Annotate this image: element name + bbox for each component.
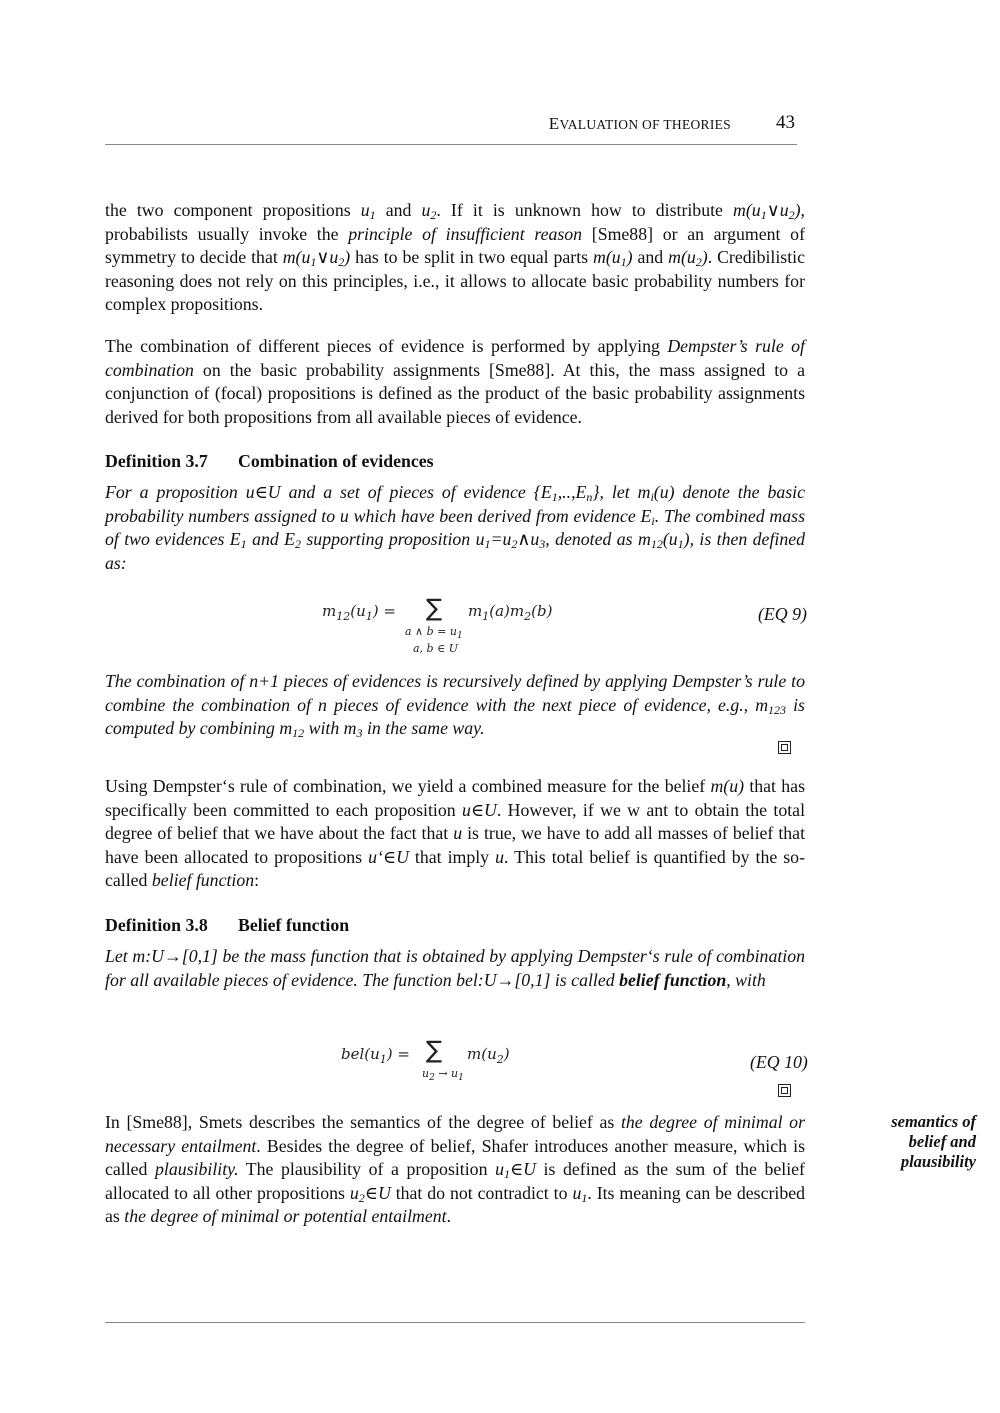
belief-function-term: belief function bbox=[151, 870, 255, 890]
footer-rule bbox=[105, 1322, 805, 1323]
equation-10-sigma: ∑ bbox=[426, 1036, 443, 1064]
paragraph-belief-function-intro: Using Dempster‘s rule of combination, we yield a combined measure for the belief m(u) that has specifically been committed to each proposition u∈U. However, if we w ant to obtain the total degree of belief that we have about the fact that u is true, we have to add all masses of belief that have been allocated to propositions u‘∈U that imply u. This total belief is quantified by the so-called belief function: bbox=[105, 776, 806, 890]
paragraph-plausibility: In [Sme88], Smets describes the semantics of the degree of belief as the degree of minimal or necessary entailment. Besides the degree of belief, Shafer introduces another measure, which is called plausibility. The plausibility of a proposition $u_1\in U$ is defined as the sum of the belief allocated to all other propositions $u_2\in U$ that do not contradict to $u_1$. Its meaning can be described as the degree of minimal or potential entailment. bbox=[105, 1112, 805, 1226]
equation-9-under-1: a ∧ $b = u_1$ bbox=[405, 625, 463, 642]
definition-title: Belief function bbox=[238, 915, 350, 935]
definition-3-7-continuation: The combination of n+1 pieces of evidences is recursively defined by applying Dempster’s rule to combine the combination of n pieces of evidence with the next piece of evidence, e.g., $m_{123}$ is computed by combining $m_{12}$ with $m_3$ in the same way. bbox=[105, 671, 805, 740]
definition-title: Combination of evidences bbox=[238, 451, 434, 471]
belief-function-bold: belief function bbox=[619, 969, 727, 990]
header-title: EVALUATION OF THEORIES bbox=[548, 114, 731, 133]
end-of-definition-icon bbox=[778, 741, 791, 754]
definition-number: Definition 3.7 bbox=[105, 451, 208, 471]
definition-3-8-body: Let m:U→[0,1] be the mass function that is obtained by applying Dempster‘s rule of combination for all available pieces of evidence. The function bel:U→[0,1] is called belief function, with bbox=[105, 946, 805, 990]
dempster-rule-term: Dempster’s rule of combination bbox=[105, 336, 805, 380]
equation-9-lhs: $m_{12}(u_1)$ = bbox=[322, 602, 396, 623]
running-header bbox=[105, 112, 797, 145]
paragraph-component-propositions: the two component propositions $u_1$ and $u_2$. If it is unknown how to distribute $m(u_1\vee u_2)$, probabilists usually invoke the principle of insufficient reason [Sme88] or an argument of symmetry to decide that $m(u_1\vee u_2)$ has to be split in two equal parts $m(u_1)$ and $m(u_2)$. Credibilistic reasoning does not rely on this principles, i.e., it allows to allocate basic probability numbers for complex propositions. bbox=[105, 200, 805, 314]
definition-3-7-body: For a proposition u∈U and a set of pieces of evidence $\{E_1,..,E_n\}$, let $m_i(u)$ denote the basic probability numbers assigned to u which have been derived from evidence $E_i$. The combined mass of two evidences $E_1$ and $E_2$ supporting proposition $u_1=u_2\wedge u_3$, denoted as $m_{12}(u_1)$, is then defined as: bbox=[105, 482, 806, 573]
paragraph-dempster-combination: The combination of different pieces of evidence is performed by applying Dempster’s rule of combination on the basic probability assignments [Sme88]. At this, the mass assigned to a conjunction of (focal) propositions is defined as the product of the basic probability assignments derived for both propositions from all available pieces of evidence. bbox=[105, 336, 805, 427]
equation-9-rhs: $m_1(a)m_2(b)$ bbox=[468, 602, 553, 623]
definition-number: Definition 3.8 bbox=[105, 915, 208, 935]
equation-9-sigma: ∑ bbox=[426, 594, 443, 622]
margin-note: semantics of belief and plausibility bbox=[891, 1112, 976, 1171]
equation-9-under-2: a, b ∈ U bbox=[413, 642, 458, 655]
end-of-definition-icon bbox=[778, 1084, 791, 1097]
definition-3-7-heading bbox=[105, 451, 434, 472]
equation-10-rhs: $m(u_2)$ bbox=[467, 1045, 510, 1066]
equation-9-label: (EQ 9) bbox=[758, 604, 807, 624]
equation-10-label: (EQ 10) bbox=[750, 1052, 808, 1072]
definition-3-8-heading bbox=[105, 915, 350, 936]
page-number: 43 bbox=[776, 112, 795, 133]
equation-10-lhs: $bel(u_1)$ = bbox=[341, 1045, 410, 1066]
equation-10-under: $u_2 \to u_1$ bbox=[422, 1067, 464, 1084]
principle-term: principle of insufficient reason bbox=[348, 223, 583, 244]
